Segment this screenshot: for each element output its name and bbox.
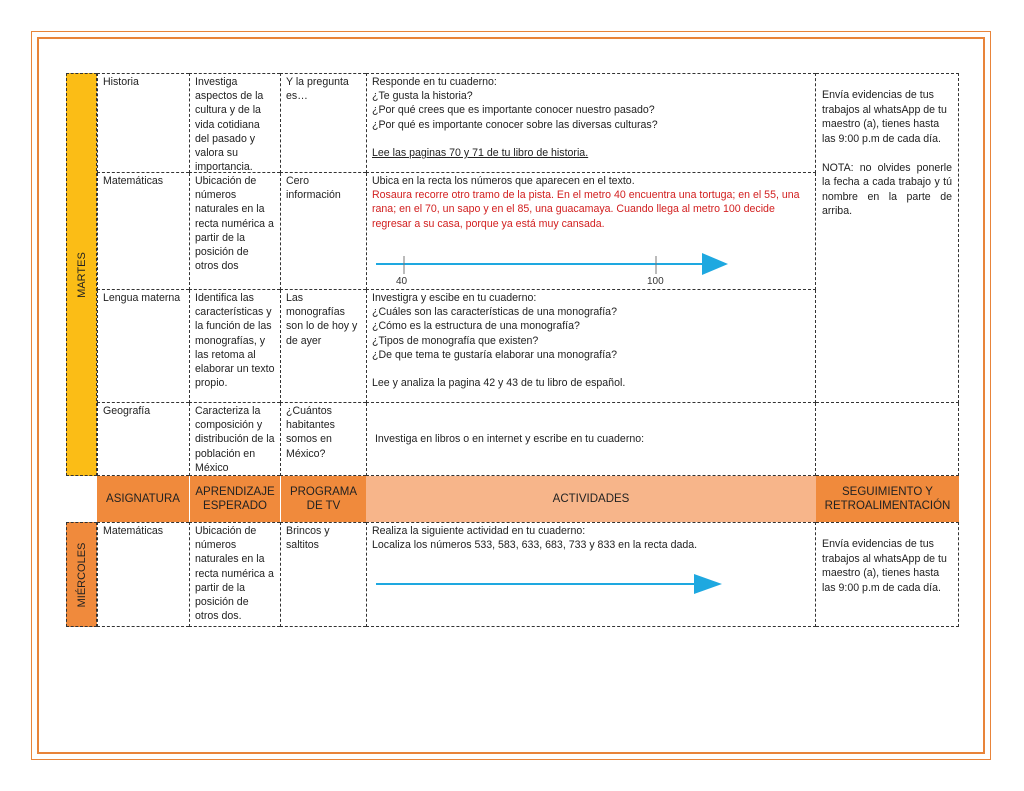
geografia-activities xyxy=(366,403,816,476)
historia-subject: Historia xyxy=(97,73,189,173)
number-line-miercoles xyxy=(366,572,816,602)
number-line-martes xyxy=(366,250,816,290)
lengua-program: Las monografías son lo de hoy y de ayer xyxy=(280,290,366,403)
historia-activities xyxy=(366,73,816,173)
matematicas-program: Cero información xyxy=(280,173,366,290)
lengua-reading: Lee y analiza la pagina 42 y 43 de tu libro de español. xyxy=(372,377,626,390)
activity-intro: Ubica en la recta los números que aparecen en el texto. xyxy=(372,175,635,187)
header-program: PROGRAMA DE TV xyxy=(280,476,366,522)
miercoles-subject: Matemáticas xyxy=(97,522,189,627)
geografia-subject: Geografía xyxy=(97,403,189,476)
activity-line: ¿Cuáles son las características de una monografía? xyxy=(372,306,617,319)
activity-line: ¿Cómo es la estructura de una monografía? xyxy=(372,320,580,333)
activity-problem-text: Rosaura recorre otro tramo de la pista. En el metro 40 encuentra una tortuga; en el 55, una rana; en el 70, un sapo y en el 85, una guacamaya. Cuando llega al metro 100 decide regresar a su casa, porque ya está muy cansada. xyxy=(372,189,800,230)
miercoles-day-bar xyxy=(66,522,97,627)
miercoles-day-label: MIÉRCOLES xyxy=(75,542,88,607)
lengua-subject: Lengua materna xyxy=(97,290,189,403)
miercoles-program: Brincos y saltitos xyxy=(280,522,366,627)
activity-line: Investigra y escibe en tu cuaderno: xyxy=(372,292,537,304)
geografia-program: ¿Cuántos habitantes somos en México? xyxy=(280,403,366,476)
miercoles-learning: Ubicación de números naturales en la recta numérica a partir de la posición de otros dos. xyxy=(189,522,280,627)
header-followup: SEGUIMIENTO Y RETROALIMENTACIÓN xyxy=(816,476,959,522)
activity-line: Localiza los números 533, 583, 633, 683, 733 y 833 en la recta dada. xyxy=(372,539,698,552)
activity-line: Realiza la siguiente actividad en tu cuaderno: xyxy=(372,525,586,537)
tick-label-40: 40 xyxy=(396,276,408,287)
activity-line: ¿Por qué es importante conocer sobre las diversas culturas? xyxy=(372,118,658,131)
activity-line: ¿Te gusta la historia? xyxy=(372,90,473,103)
activity-line: ¿Tipos de monografía que existen? xyxy=(372,334,539,347)
historia-program: Y la pregunta es… xyxy=(280,73,366,173)
activity-line: Responde en tu cuaderno: xyxy=(372,76,497,88)
martes-day-label: MARTES xyxy=(75,251,88,298)
miercoles-followup: Envía evidencias de tus trabajos al whatsApp de tu maestro (a), tienes hasta las 9:00 p.m de cada día. xyxy=(816,522,959,627)
header-activities: ACTIVIDADES xyxy=(366,476,816,522)
martes-followup-geografia xyxy=(816,403,959,476)
header-learning: APRENDIZAJE ESPERADO xyxy=(189,476,280,522)
tick-label-100: 100 xyxy=(647,276,664,287)
activity-line: ¿Por qué crees que es importante conocer nuestro pasado? xyxy=(372,104,655,117)
header-subject: ASIGNATURA xyxy=(97,476,189,522)
followup-text: Envía evidencias de tus trabajos al whatsApp de tu maestro (a), tienes hasta las 9:00 p.m de cada día. xyxy=(822,89,947,145)
lengua-activities xyxy=(366,290,816,403)
martes-followup xyxy=(816,73,959,403)
followup-note: NOTA: no olvides ponerle la fecha a cada trabajo y tú nombre en la parte de arriba. xyxy=(822,161,952,218)
matematicas-subject: Matemáticas xyxy=(97,173,189,290)
activity-line: Investiga en libros o en internet y escribe en tu cuaderno: xyxy=(372,433,645,446)
geografia-learning: Caracteriza la composición y distribución de la población en México xyxy=(189,403,280,476)
historia-reading-link: Lee las paginas 70 y 71 de tu libro de historia. xyxy=(372,147,589,159)
martes-day-bar xyxy=(66,73,97,476)
historia-learning: Investiga aspectos de la cultura y de la vida cotidiana del pasado y valora su importancia. xyxy=(189,73,280,173)
matematicas-learning: Ubicación de números naturales en la recta numérica a partir de la posición de otros dos xyxy=(189,173,280,290)
activity-line: ¿De que tema te gustaría elaborar una monografía? xyxy=(372,348,617,361)
lengua-learning: Identifica las características y la función de las monografías, y las retoma al elaborar un texto propio. xyxy=(189,290,280,403)
